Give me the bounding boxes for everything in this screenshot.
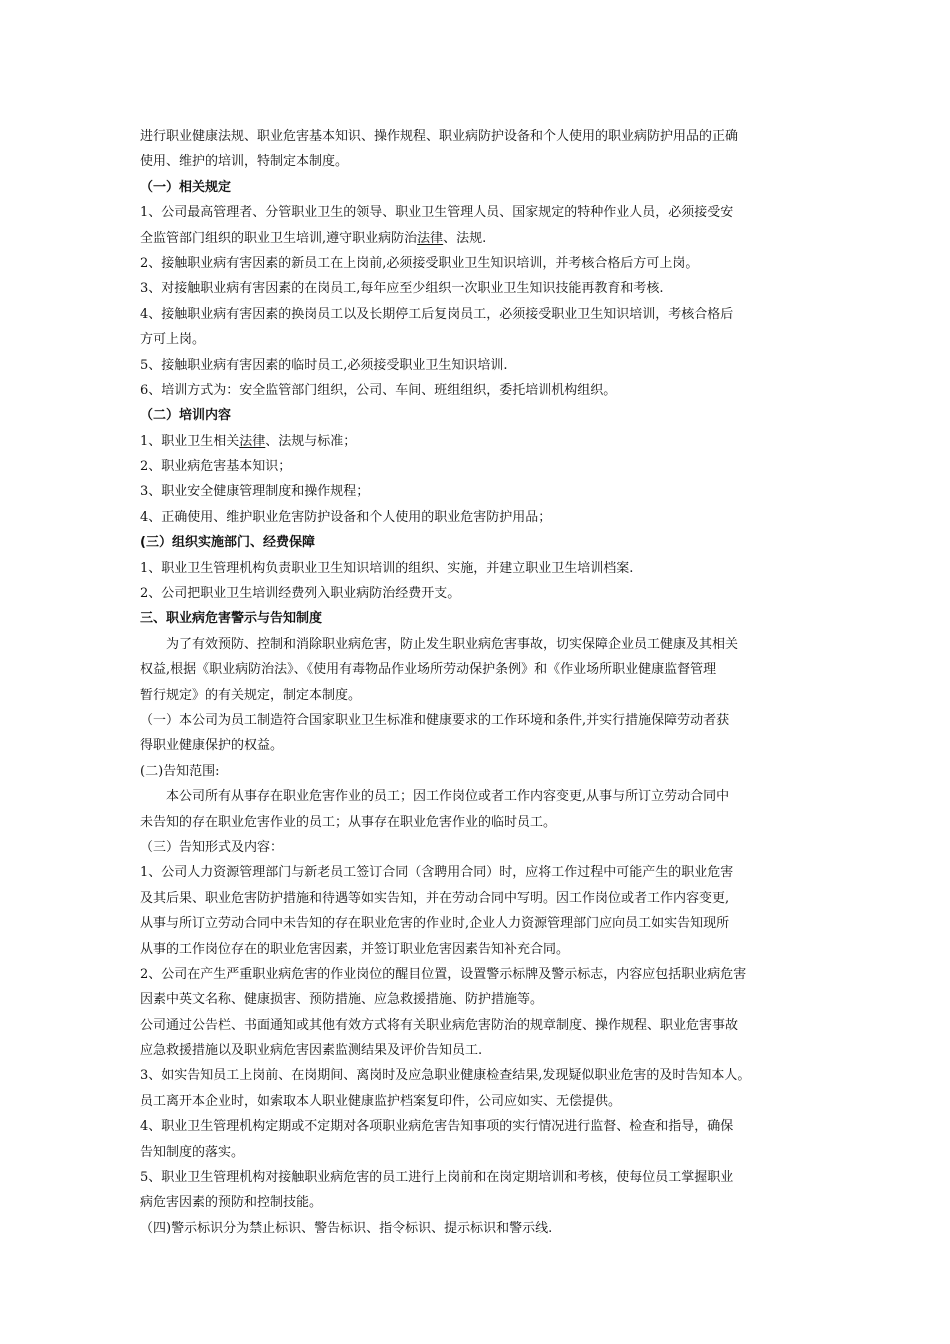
line-text: 6、培训方式为：安全监管部门组织，公司、车间、班组组织，委托培训机构组织。	[140, 382, 617, 398]
document-body	[140, 124, 830, 1241]
paragraph-line	[140, 962, 830, 987]
paragraph-line	[140, 251, 830, 276]
paragraph-line	[140, 479, 830, 504]
line-text: 病危害因素的预防和控制技能。	[140, 1195, 323, 1211]
line-text: 2、接触职业病有害因素的新员工在上岗前,必须接受职业卫生知识培训，并考核合格后方可上岗。	[140, 255, 699, 271]
line-text: 1、公司最高管理者、分管职业卫生的领导、职业卫生管理人员、国家规定的特种作业人员，必须接受安	[140, 205, 734, 221]
paragraph-line	[140, 429, 830, 454]
line-text: 及其后果、职业危害防护措施和待遇等如实告知，并在劳动合同中写明。因工作岗位或者工作内容变更,	[140, 890, 730, 906]
paragraph-line	[140, 378, 830, 403]
line-text: 全监管部门组织的职业卫生培训,遵守职业病防治	[140, 230, 418, 246]
line-text: 从事的工作岗位存在的职业危害因素，并签订职业危害因素告知补充合同。	[140, 941, 570, 957]
line-text: 公司通过公告栏、书面通知或其他有效方式将有关职业病危害防治的规章制度、操作规程、职业危害事故	[140, 1017, 739, 1033]
paragraph-line	[140, 1038, 830, 1063]
line-text: 2、公司把职业卫生培训经费列入职业病防治经费开支。	[140, 586, 461, 602]
paragraph-line	[140, 632, 830, 657]
paragraph-line	[140, 987, 830, 1012]
line-text: 4、职业卫生管理机构定期或不定期对各项职业病危害告知事项的实行情况进行监督、检查和指导，确保	[140, 1119, 734, 1135]
paragraph-line	[140, 1063, 830, 1088]
line-text: 使用、维护的培训，特制定本制度。	[140, 154, 349, 170]
paragraph-line	[140, 353, 830, 378]
law-link[interactable]: 法律	[417, 230, 444, 246]
paragraph-line	[140, 149, 830, 174]
line-text: （四)警示标识分为禁止标识、警告标识、指令标识、提示标识和警示线.	[140, 1220, 553, 1236]
line-text-after-link: 、法规与标准；	[265, 433, 357, 449]
line-text: (三）组织实施部门、经费保障	[140, 535, 315, 551]
line-text: 3、对接触职业病有害因素的在岗员工,每年应至少组织一次职业卫生知识技能再教育和考核.	[140, 281, 664, 297]
line-text: 从事与所订立劳动合同中未告知的存在职业危害的作业时,企业人力资源管理部门应向员工如实告知现所	[140, 916, 730, 932]
paragraph-line	[140, 1140, 830, 1165]
paragraph-line	[140, 683, 830, 708]
line-text: 1、职业卫生相关	[140, 433, 240, 449]
line-text: 2、职业病危害基本知识；	[140, 459, 292, 475]
paragraph-line	[140, 276, 830, 301]
paragraph-line	[140, 1114, 830, 1139]
paragraph-line	[140, 937, 830, 962]
line-text: 1、公司人力资源管理部门与新老员工签订合同（含聘用合同）时，应将工作过程中可能产生的职业危害	[140, 865, 734, 881]
line-text: 进行职业健康法规、职业危害基本知识、操作规程、职业病防护设备和个人使用的职业病防护用品的正确	[140, 129, 739, 144]
paragraph-line	[140, 911, 830, 936]
section-heading	[140, 403, 830, 428]
paragraph-line	[140, 505, 830, 530]
line-text: 三、职业病危害警示与告知制度	[140, 611, 323, 627]
line-text: （三）告知形式及内容：	[140, 839, 284, 855]
line-text: （一）相关规定	[140, 179, 232, 195]
line-text: 得职业健康保护的权益。	[140, 738, 284, 754]
paragraph-line	[140, 1165, 830, 1190]
paragraph-line	[140, 733, 830, 758]
line-text: 未告知的存在职业危害作业的员工；从事存在职业危害作业的临时员工。	[140, 814, 557, 830]
paragraph-line	[140, 1089, 830, 1114]
paragraph-line	[140, 556, 830, 581]
paragraph-line	[140, 1013, 830, 1038]
paragraph-line	[140, 708, 830, 733]
line-text: (二)告知范围:	[140, 763, 220, 779]
line-text: 5、职业卫生管理机构对接触职业病危害的员工进行上岗前和在岗定期培训和考核，使每位员工掌握职业	[140, 1170, 734, 1186]
line-text: （二）培训内容	[140, 408, 232, 424]
paragraph-line	[140, 860, 830, 885]
paragraph-line	[140, 302, 830, 327]
line-text: 4、正确使用、维护职业危害防护设备和个人使用的职业危害防护用品；	[140, 509, 552, 525]
line-text: 为了有效预防、控制和消除职业病危害，防止发生职业病危害事故，切实保障企业员工健康及其相关	[140, 636, 739, 652]
paragraph-line	[140, 1216, 830, 1241]
line-text: 方可上岗。	[140, 332, 206, 348]
line-text: 因素中英文名称、健康损害、预防措施、应急救援措施、防护措施等。	[140, 992, 544, 1008]
paragraph-line	[140, 759, 830, 784]
paragraph-line	[140, 124, 830, 149]
line-text: 员工离开本企业时，如索取本人职业健康监护档案复印件，公司应如实、无偿提供。	[140, 1093, 622, 1109]
line-text: 本公司所有从事存在职业危害作业的员工；因工作岗位或者工作内容变更,从事与所订立劳动合同中	[140, 789, 730, 805]
paragraph-line	[140, 886, 830, 911]
paragraph-line	[140, 226, 830, 251]
section-heading	[140, 606, 830, 631]
line-text: 暂行规定》的有关规定，制定本制度。	[140, 687, 362, 703]
law-link[interactable]: 法律	[239, 433, 266, 449]
line-text: 告知制度的落实。	[140, 1144, 245, 1160]
section-heading	[140, 530, 830, 555]
line-text: （一）本公司为员工制造符合国家职业卫生标准和健康要求的工作环境和条件,并实行措施保障劳动者获	[140, 712, 730, 728]
line-text: 5、接触职业病有害因素的临时员工,必须接受职业卫生知识培训.	[140, 357, 508, 373]
paragraph-line	[140, 835, 830, 860]
paragraph-line	[140, 657, 830, 682]
line-text: 3、职业安全健康管理制度和操作规程；	[140, 484, 370, 500]
line-text: 2、公司在产生严重职业病危害的作业岗位的醒目位置，设置警示标牌及警示标志，内容应包括职业病危害	[140, 966, 747, 982]
paragraph-line	[140, 327, 830, 352]
line-text: 权益,根据《职业病防治法》、《使用有毒物品作业场所劳动保护条例》和《作业场所职业健康监督管理	[140, 662, 717, 678]
paragraph-line	[140, 581, 830, 606]
paragraph-line	[140, 784, 830, 809]
paragraph-line	[140, 454, 830, 479]
paragraph-line	[140, 200, 830, 225]
line-text: 4、接触职业病有害因素的换岗员工以及长期停工后复岗员工，必须接受职业卫生知识培训，考核合格后	[140, 306, 734, 322]
line-text: 3、如实告知员工上岗前、在岗期间、离岗时及应急职业健康检查结果,发现疑似职业危害的及时告知本人。	[140, 1068, 751, 1084]
line-text-after-link: 、法规.	[443, 230, 487, 246]
line-text: 应急救援措施以及职业病危害因素监测结果及评价告知员工.	[140, 1043, 483, 1059]
section-heading	[140, 175, 830, 200]
line-text: 1、职业卫生管理机构负责职业卫生知识培训的组织、实施，并建立职业卫生培训档案.	[140, 560, 634, 576]
paragraph-line	[140, 1190, 830, 1215]
paragraph-line	[140, 810, 830, 835]
